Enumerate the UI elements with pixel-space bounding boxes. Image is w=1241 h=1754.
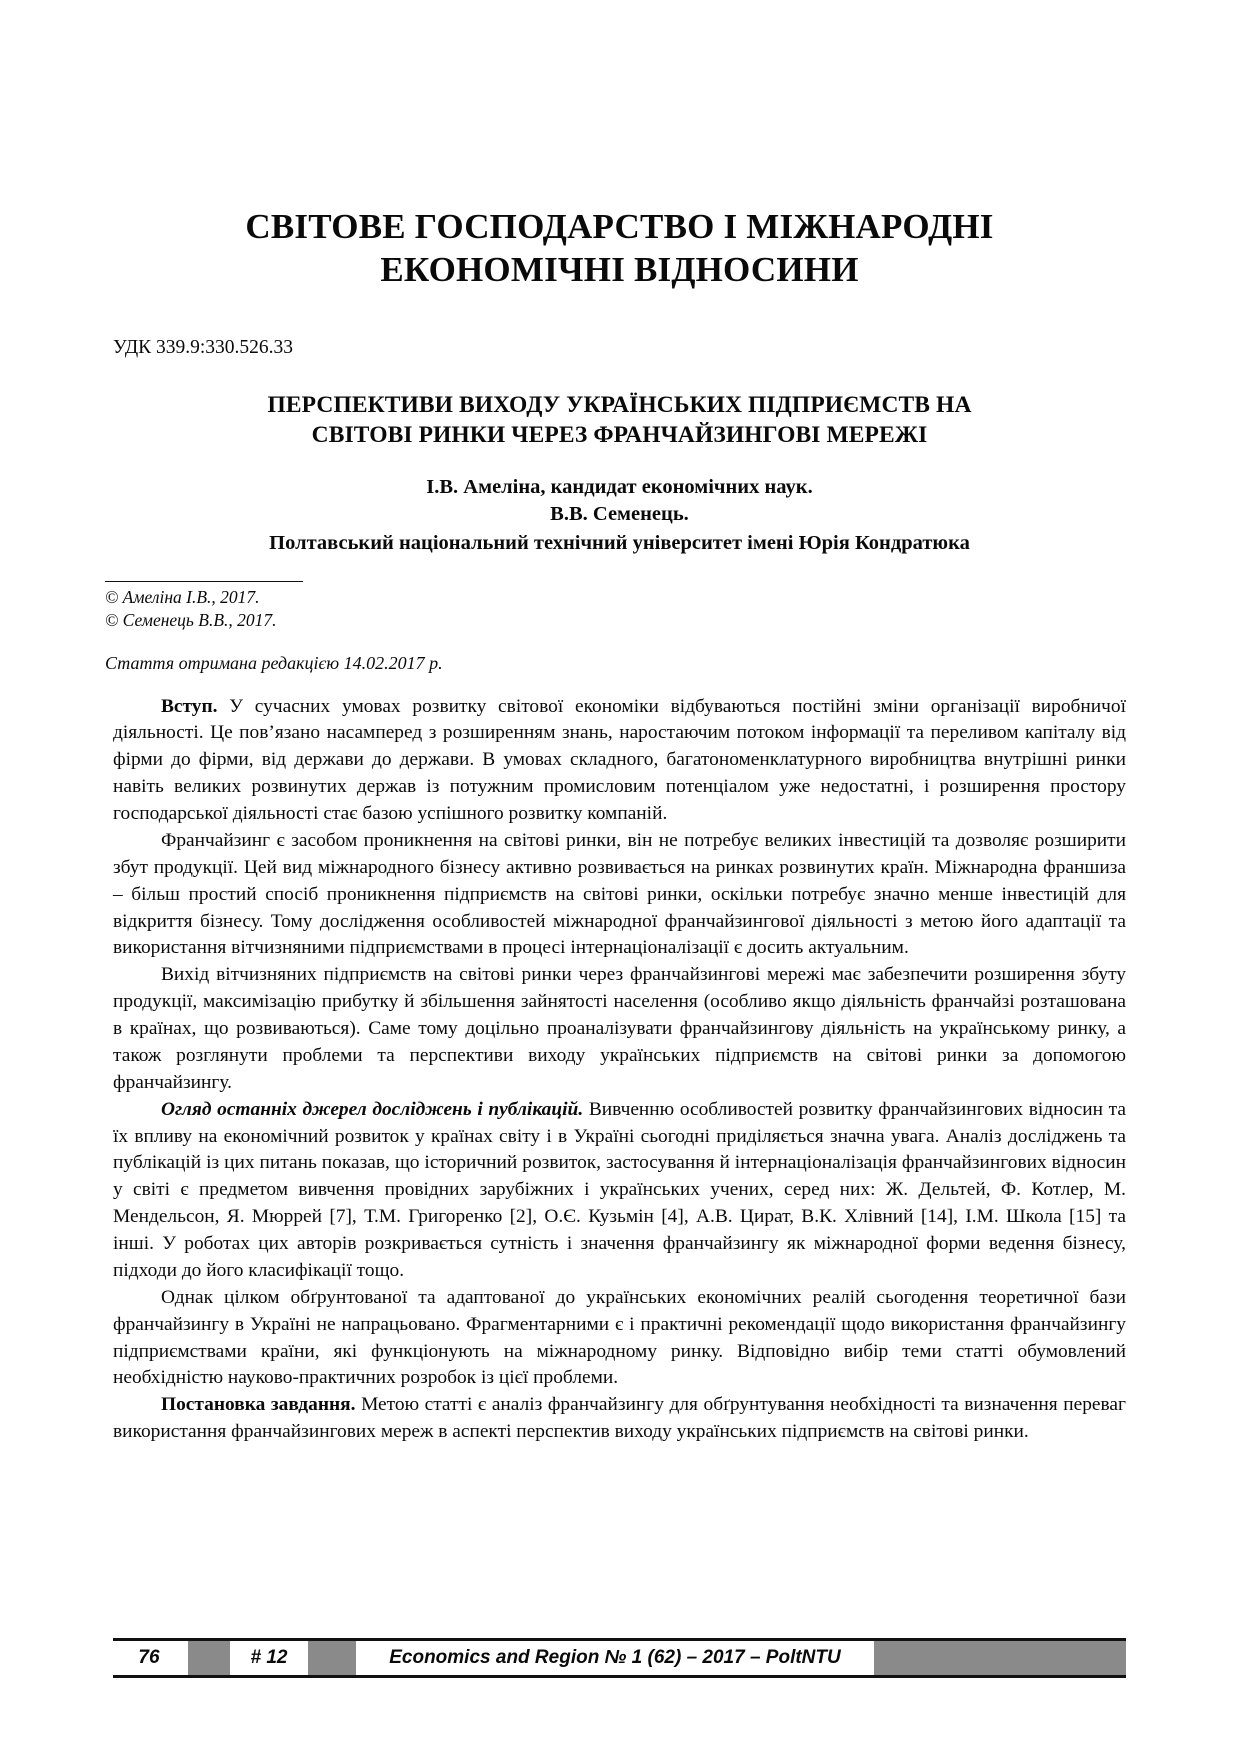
paragraph-task (113, 1392, 1126, 1446)
paragraph-intro-text: У сучасних умовах розвитку світової економіки відбуваються постійні зміни організації виробничої діяльності. Це пов’язано насамперед з розширенням знань, наростаючим потоком інформації та переливом капіталу від фірми до фірми, від держави до держави. В умовах складного, багатономенклатурного виробництва внутрішні ринки навіть великих розвинутих держав із потужним промисловим потенціалом уже недостатні, і розширення простору господарської діяльності стає базою успішного розвитку компаній. (113, 695, 1126, 825)
author-2: В.В. Семенець. (550, 502, 689, 525)
paragraph-3: Вихід вітчизняних підприємств на світові ринки через франчайзингові мережі має забезпечити розширення збуту продукції, максимізацію прибутку й збільшення зайнятості населення (особливо якщо діяльність франчайзі розташована в країнах, що розвиваються). Саме тому доцільно проаналізувати франчайзингову діяльність на українському ринку, а також розглянути проблеми та перспективи виходу українських підприємств на світові ринки за допомогою франчайзингу. (113, 964, 1126, 1093)
footer-gray-block-1 (188, 1641, 230, 1675)
article-title-line-2: СВІТОВІ РИНКИ ЧЕРЕЗ ФРАНЧАЙЗИНГОВІ МЕРЕЖІ (311, 422, 928, 449)
received-date: Стаття отримана редакцією 14.02.2017 р. (105, 652, 443, 673)
paragraph-task-text: Метою статті є аналіз франчайзингу для обґрунтування необхідності та визначення переваг використання франчайзингових мереж в аспекті перспектив виходу українських підприємств на світові ринки. (113, 1394, 1126, 1443)
paragraph-review (113, 1097, 1126, 1285)
author-list (113, 451, 1126, 528)
paragraph-lead-intro: Вступ. (161, 695, 218, 717)
article-title (113, 360, 1126, 451)
article-body (113, 674, 1126, 1447)
article-title-line-1: ПЕРСПЕКТИВИ ВИХОДУ УКРАЇНСЬКИХ ПІДПРИЄМСТВ НА (267, 391, 972, 418)
footer-journal-title: Economics and Region № 1 (62) – 2017 – PoltNTU (359, 1641, 871, 1675)
footer-issue-number: # 12 (233, 1641, 305, 1675)
page-footer (113, 1638, 1126, 1678)
copyright-line-1: © Амеліна І.В., 2017. (105, 587, 260, 607)
udc-code: УДК 339.9:330.526.33 (113, 337, 294, 359)
paragraph-lead-review: Огляд останніх джерел досліджень і публікацій. (161, 1098, 584, 1120)
footer-gray-block-3 (874, 1641, 1126, 1675)
author-1: І.В. Амеліна, кандидат економічних наук. (426, 475, 813, 498)
section-heading-line-1: СВІТОВЕ ГОСПОДАРСТВО І МІЖНАРОДНІ (245, 207, 994, 246)
paragraph-lead-task: Постановка завдання. (161, 1394, 356, 1416)
section-heading (113, 0, 1126, 291)
affiliation: Полтавський національний технічний університет імені Юрія Кондратюка (269, 531, 970, 554)
page-content (105, 0, 1127, 1446)
paragraph-review-text: Вивченню особливостей розвитку франчайзингових відносин та їх впливу на економічний розвиток у країнах світу і в Україні сьогодні приділяється значна увага. Аналіз досліджень та публікацій із цих питань показав, що історичний розвиток, застосування й інтернаціоналізація франчайзингових відносин у світі є предметом вивчення провідних зарубіжних і українських учених, серед них: Ж. Дельтей, Ф. Котлер, М. Мендельсон, Я. Мюррей [7], Т.М. Григоренко [2], О.Є. Кузьмін [4], А.В. Цират, В.К. Хлівний [14], І.М. Школа [15] та інші. У роботах цих авторів розкривається сутність і значення франчайзингу як міжнародної форми ведення бізнесу, підходи до його класифікації тощо. (113, 1098, 1127, 1281)
paragraph-2: Франчайзинг є засобом проникнення на світові ринки, він не потребує великих інвестицій та дозволяє розширити збут продукції. Цей вид міжнародного бізнесу активно розвивається на ринках розвинутих країн. Міжнародна франшиза – більш простий спосіб проникнення підприємств на світові ринки, оскільки потребує значно менше інвестицій для відкриття бізнесу. Тому дослідження особливостей міжнародної франчайзингової діяльності з метою його адаптації та використання вітчизняними підприємствами в процесі інтернаціоналізації є досить актуальним. (113, 829, 1126, 959)
copyright-block (105, 557, 1126, 633)
footer-page-number: 76 (113, 1641, 185, 1675)
copyright-line-2: © Семенець В.В., 2017. (105, 610, 277, 631)
section-heading-line-2: ЕКОНОМІЧНІ ВІДНОСИНИ (380, 249, 859, 289)
footer-bands (113, 1641, 1126, 1675)
paragraph-intro (113, 694, 1126, 828)
paragraph-5: Однак цілком обґрунтованої та адаптованої до українських економічних реалій сьогодення теоретичної бази франчайзингу в Україні не напрацьовано. Фрагментарними є і практичні рекомендації щодо використання франчайзингу підприємствами країни, які функціонують на міжнародному ринку. Відповідно вибір теми статті обумовлений необхідністю науково-практичних розробок із цієї проблеми. (113, 1286, 1126, 1389)
footer-rule-bottom (113, 1675, 1126, 1678)
footer-gray-block-2 (308, 1641, 356, 1675)
copyright-divider (105, 581, 303, 582)
